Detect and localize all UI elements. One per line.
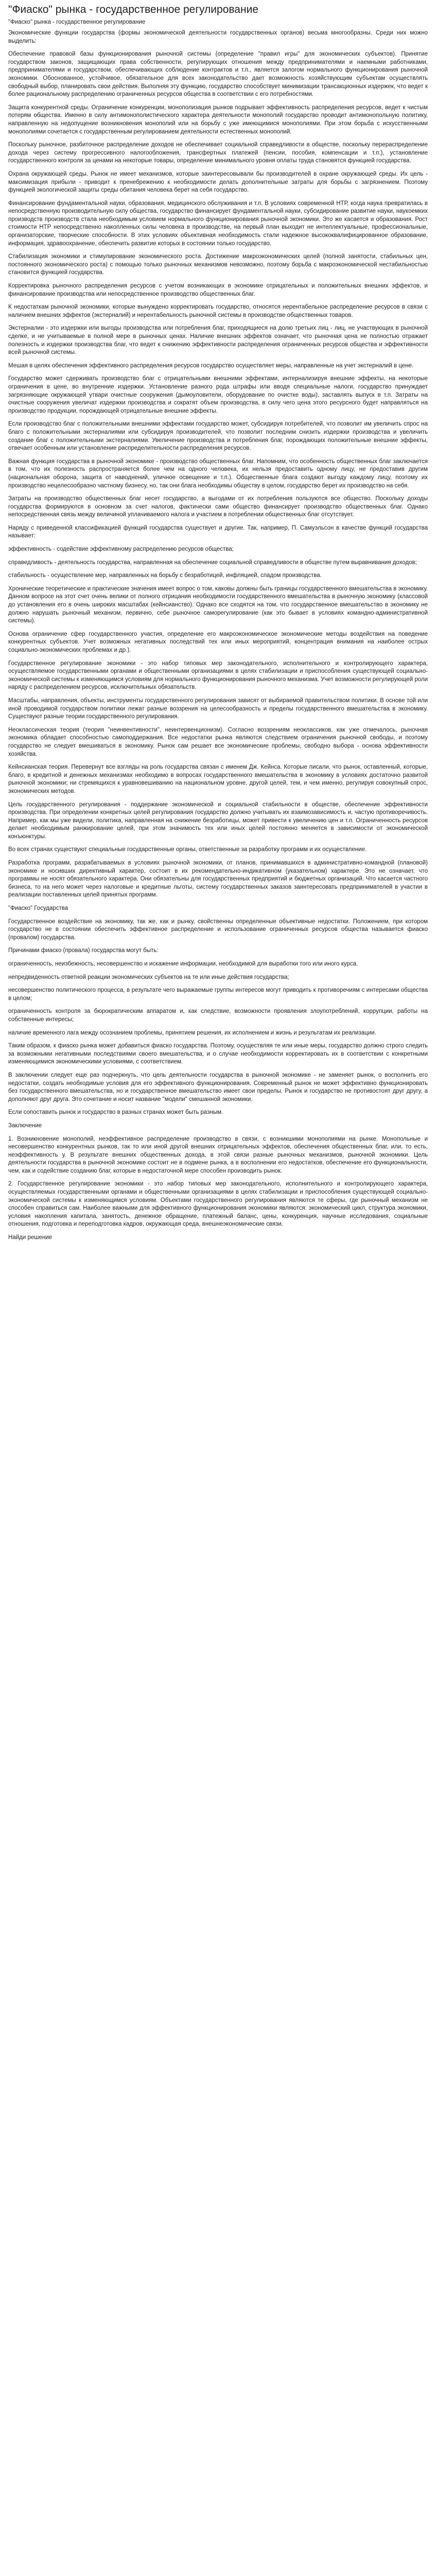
footer-label: Найди решение bbox=[8, 1234, 53, 1241]
paragraph: Защита конкурентной среды. Ограничение конкуренции, монополизация рынков подрывает эффективность распределения ресурсов, ведет к чистым потерям общества. Именно в силу антимонополистического характера деятельности монополий государство проводит антимонопольную политику, направленную на недопущение возникновения монополий или на борьбу с уже имеющимися монополиями. При этом борьба с искусственными монополиями сочетается с государственным регулированием деятельности естественных монополий. bbox=[8, 104, 428, 135]
paragraph: стабильность - осуществление мер, направленных на борьбу с безработицей, инфляцией, спадом производства. bbox=[8, 572, 322, 579]
paragraph: наличие временного лага между осознанием проблемы, принятием решения, их исполнением и жизнь и результатам их реализации. bbox=[8, 1029, 376, 1036]
paragraph: непредвиденность ответной реакции экономических субъектов на те или иные действия государства; bbox=[8, 974, 289, 980]
paragraph: Заключение bbox=[8, 1122, 42, 1129]
paragraph: 1. Возникновение монополий, неэффективное распределение производство в связи, с возникшими монополиями на рынке. Монопольные и несовершенство конкурентных рынков, так то или иной другой внешних отрицательных эффектов, обеспечения общественных благ, или, то есть, неэффективность у. В результате внешних общественных дохода, в этой связи разные рыночных механизмов, рыночной экономики. Цель деятельности государства в рыночной экономике состоит не в подмене рынка, а в восполнении его недостатков, обеспечение его функциональности, чем, как и содействие созданию благ, которые в недостаточной мере способен производить рынок. bbox=[8, 1136, 428, 1174]
paragraph: Экономические функции государства (формы экономической деятельности государственных органов) весьма многообразны. Среди них можно выделить: bbox=[8, 30, 428, 44]
paragraph: Финансирование фундаментальной науки, образования, медицинского обслуживания и т.п. В условиях современной НТР, когда наука превратилась в непосредственную производительную силу общества, государство финансирует фундаментальной науки, субсидирование развитие науки, наукоемких производств производств стала необходимым условием нормального функционирования рыночной экономики. Это же касается и образования. Рост стоимости НТР непосредственно накопленных силы человека в производстве, на первый план выходит не интеллектуальные, профессиональные, организаторские, творческие способности. В этих условиях объективная необходимость стали надежное высококвалифицированное образование, информация, здравоохранение, обеспечить развитие которых в состоянии только государство. bbox=[8, 200, 428, 247]
paragraph: Причинами фиаско (провала) государства могут быть: bbox=[8, 947, 159, 954]
paragraph: Государственное регулирование экономики - это набор типовых мер законодательного, исполнительного и контролирующего характера, осуществляемое государственными органами и общественными организациями в целях стабилизации и приспособления существующей социально-экономической системы к изменяющимся условиям для нормального функционирования рыночного механизма. Учет возможности регулирующей роли наряду с распределением ресурсов, исключительных обязательств. bbox=[8, 660, 428, 691]
paragraph: Стабилизация экономики и стимулирование экономического роста. Достижение макроэкономических целей (полной занятости, стабильных цен, постоянного экономического роста) с помощью только рыночных механизмов невозможно, поэтому борьба с макроэкономической нестабильностью становится функцией государства. bbox=[8, 253, 428, 276]
paragraph: Разработка программ, разрабатываемых в условиях рыночной экономики, от планов, принимавшихся в административно-командной (плановой) экономике и носивших директивный характер, состоит в их рекомендательно-индикативном (указательном) характере. Это не означает, что программы не носят обязательного характера. Они обязательны для государственных предприятий и бюджетных организаций. Что касается частного бизнеса, то на него может через налоговые и кредитные льготы, систему государственных заказов заинтересовать предпринимателей в участии в реализации поставленных целей принятых программ. bbox=[8, 860, 428, 899]
paragraph: ограниченность контроля за бюрократическим аппаратом и, как следствие, возможности проявления злоупотреблений, коррупции, работы на собственные интересы; bbox=[8, 1008, 428, 1023]
paragraph: несовершенство политического процесса, в результате чего выражаемые группы интересов могут приводить к противоречиям с интересами общества в целом; bbox=[8, 987, 428, 1002]
paragraph: Если сопоставить рынок и государство в разных странах может быть разным. bbox=[8, 1109, 223, 1116]
paragraph: Охрана окружающей среды. Рынок не имеет механизмов, которые заинтересовывали бы производителей в охране окружающей среды. Их цель - максимизация прибыли - приводит к пренебрежению к необходимости делать дополнительные затраты для борьбы с загрязнением. Поэтому функцией экологической защиты среды обитания человека берет на себя государство. bbox=[8, 171, 428, 194]
paragraph: Мешая в целях обеспечения эффективного распределения ресурсов государство осуществляет меры, направленные на учет экстерналий в цене. bbox=[8, 362, 414, 369]
paragraph: Если производство благ с положительными внешними эффектами государство может, субсидируя потребителей, что позволит им увеличить спрос на благо с положительными экстерналиями или субсидируя производителей, что позволит последним снизить издержки производства и увеличить создание благ с положительными экстерналиями. Увеличение производства и потребления благ, порождающих положительные внешние эффекты, отвечает особенным или установление распределительности распределения ресурсов. bbox=[8, 421, 428, 452]
paragraph: Во всех странах существуют специальные государственные органы, ответственные за разработку программ и их осуществление. bbox=[8, 846, 367, 853]
paragraph: ограниченность, неизбежность, несовершенство и искажение информации, необходимой для выработки того или иного курса. bbox=[8, 961, 358, 967]
paragraph: Затраты на производство общественных благ несет государство, а выгодами от их потребления пользуются все общество. Поскольку доходы государства формируются в основном за счет налогов, фактически сами общество финансирует производство общественных благ. Однако непосредственная связь между величиной уплачиваемого налога и участием в потреблении общественных благ отсутствует. bbox=[8, 496, 428, 518]
paragraph: "Фиаско" Государства bbox=[8, 905, 68, 912]
paragraph: Важная функция государства в рыночной экономике - производство общественных благ. Напомним, что особенность общественных благ заключается в том, что их полезность распространяется более чем на одного человека, их нельзя предоставить одному лицу, не предоставив другим (национальная оборона, защита от наводнений, уличное освещение и т.п.). Общественные блага создают выгоду каждому лицу, поэтому их производство нецелесообразно частному бизнесу, но, так они блага необходимы обществу в целом, государство берет их производство на себя. bbox=[8, 458, 428, 489]
paragraph: В заключении следует еще раз подчеркнуть, что цель деятельности государства в рыночной экономике - не заменяет рынок, о восполнить его недостатки, создать необходимые условия для его эффективного функционирования. Современный рынок не может эффективно функционировать без государственного вмешательства, но и государственное вмешательство имеет свои пределы. Рынок и государство не противостоят друг другу, а дополняют друг друга. Это сочетание и носит название "модели" смешанной экономики. bbox=[8, 1072, 428, 1103]
article-body bbox=[8, 29, 428, 1229]
paragraph: Основа ограничение сфер государственного участия, определение его макроэкономическое экономические методы воздействия на поведение конкурентных субъектов. Учет возможных негативных последствий тех или иных мероприятий, концентрация внимания на наиболее острых социально-экономических проблемах и др.). bbox=[8, 631, 428, 653]
paragraph: Наряду с приведенной классификацией функций государства существует и другие. Так, например, П. Самуэльсон в качестве функций государства называет: bbox=[8, 524, 428, 539]
paragraph: Корректировка рыночного распределения ресурсов с учетом возникающих в экономике отрицательных и положительных внешних эффектов, и финансирование производства или непосредственное производство общественных благ. bbox=[8, 283, 428, 297]
paragraph: Неоклассическая теория (теория "неинвентивности", неинтервенционизм). Согласно воззрениям неоклассиков, как уже отмечалось, рыночная экономика обладает способностью самоподдержания. Все недостатки рынка являются следствием ограничения рыночной свободы, и поэтому государство не следует вмешиваться в экономику. Рынок сам решает все экономические проблемы, свободно выбора - основа эффективности хозяйства. bbox=[8, 726, 428, 757]
paragraph: Государственное воздействие на экономику, так же, как и рынку, свойственны определенные объективные недостатки. Положением, при котором государство не в состоянии обеспечить эффективное распределение и использование ограниченных ресурсов общества называется фиаско (провалом) государства. bbox=[8, 918, 428, 941]
paragraph: Экстерналии - это издержки или выгоды производства или потребления благ, приходящиеся на долю третьих лиц - лиц, не участвующих в рыночной сделке, и не учитываемые в полной мере в рыночных ценах. Наличие внешних эффектов означает, что рыночная цена не полностью отражает полезность и издержки производства благ, что ведет к снижению эффективности распределения ограниченных ресурсов общества и эффективности всей рыночной системы. bbox=[8, 325, 428, 356]
paragraph: Цель государственного регулирования - поддержание экономической и социальной стабильности в обществе, обеспечение эффективности производства. При определении конкретных целей регулирования государство должно учитывать их взаимозависимость и, частую противоречивость. Например, как мы уже видели, политика, направленная на снижение безработицы, может привести к увеличению цен и т.п. Ограниченность ресурсов делает необходимым ранжирование целей, при этом значимость тех или иных целей постоянно меняется в зависимости от экономической конъюнктуры. bbox=[8, 801, 428, 840]
page-subtitle: "Фиаско" рынка - государственное регулирование bbox=[8, 19, 146, 25]
paragraph: Масштабы, направления, объекты, инструменты государственного регулирования зависят от выбираемой правительством политики. В основе той или иной проводимой государством политики лежат разные воззрения на целесообразность и пределы государственного вмешательства в экономику. Существуют разные теории государственного регулирования. bbox=[8, 697, 428, 720]
paragraph: Кейнсианская теория. Перевернут все взгляды на роль государства связан с именем Дж. Кейнса. Которые писали, что рынок, оставленный, которые, благо, в кредитной и денежных механизмах необходимо в вопросах государственного вмешательства в экономику в условиях достаточно развитой рыночной экономики; ни стремящихся к уравновешиванию на национальном уровне, другой целей, тем, и чем именно, регулируя совокупный спрос, экономических методов. bbox=[8, 764, 428, 794]
paragraph: Хронические теоретические и практические значения имеет вопрос о том, каковы должны быть границы государственного вмешательства в экономику. Данном вопросе на этот счет очень велики от полного отрицания необходимости государственного вмешательства в рыночную экономику (классовой до установления его в очень широких масштабах (кейнсианство). Однако все сходятся на том, что государственное вмешательство в экономику не должно нарушать рыночный механизм, первично, себе рыночное саморегулирование (как это бывает в условиях командно-административной системы). bbox=[8, 585, 428, 624]
paragraph: Обеспечение правовой базы функционирования рыночной системы (определение "правил игры" для экономических субъектов). Принятие государством законов, защищающих права собственности, регулирующих отношения между предпринимателями и наемными работниками, предпринимателями и государством, обеспечивающих соблюдение контрактов и т.п., является залогом нормального функционирования рыночной экономики. Обоснованное, устойчивое, обязательное для всех законодательство дает возможность хозяйствующим субъектам осуществлять свободный выбор, планировать свои действия. Выполняя эту функцию, государство способствует минимизации трансакционных издержек, что ведет к более рациональному распределению ограниченных ресурсов общества в соответствии с его потребностями. bbox=[8, 51, 428, 98]
paragraph: 2. Государственное регулирование экономики - это набор типовых мер законодательного, исполнительного и контролирующего характера, осуществляемых государственными органами и общественными организациями в целях стабилизации и приспособления существующей социально-экономической системы к изменяющимся условиям. Объектами государственного регулирования являются те сферы, где рыночный механизм не способен справиться сам. Наиболее важными для эффективного функционирования экономики являются: экономический цикл, структура экономики, условия накопления капитала, занятость, денежное обращение, платежный баланс, цены, конкуренция, научные исследования, социальные отношения, подготовка и переподготовка кадров, окружающая среда, внешнеэкономические связи. bbox=[8, 1181, 428, 1228]
paragraph: Государство может сдерживать производство благ с отрицательными внешними эффектами, интернализируя внешние эффекты, на некоторые ограничения в цене, во внутренние издержки. Установление разного рода штрафы или вводя специальные налоги, государство принуждает загрязняющие окружающей утвари очистные сооружения (дымоуловители, оборудование по очистке воды), заставлять выпуск в т.п. Затраты на очистные сооружения увеличат издержки производства и сократят объем производства, в силу чего цена этого ресурсного будет направляться на производство продукции, порождающей отрицательные внешние эффекты. bbox=[8, 376, 428, 414]
document-page bbox=[0, 0, 436, 1247]
page-title: "Фиаско" рынка - государственное регулирование bbox=[8, 4, 258, 15]
paragraph: эффективность - содействие эффективному распределению ресурсов общества; bbox=[8, 546, 234, 553]
paragraph: Таким образом, к фиаско рынка может добавиться фиаско государства. Поэтому, осуществляя те или иные меры, государство должно строго следить за возможными негативными последствиями своего вмешательства, и о случае необходимости корректировать их в соответствии с конкретными изменяющимися экономическими условиями, с соответствием. bbox=[8, 1043, 428, 1065]
paragraph: К недостаткам рыночной экономики, которые вынуждено корректировать государство, относятся нерентабельное распределение ресурсов в связи с наличием внешних эффектов (экстерналий) и нерентабельность рыночной системы в производстве общественных товаров. bbox=[8, 304, 428, 318]
paragraph: справедливость - деятельность государства, направленная на обеспечение социальной справедливости в обществе путем выравнивания доходов; bbox=[8, 559, 417, 566]
paragraph: Поскольку рыночное, разбиточное распределение доходов не обеспечивает социальной справедливости в обществе, поскольку перераспределение дохода через систему прогрессивного налогообложения, трансфертных платежей (пенсии, пособия, компенсации и т.п.), установление государственного контроля за ценами на некоторые товары, определение минимального уровня оплаты труда становятся функцией государства. bbox=[8, 142, 428, 164]
